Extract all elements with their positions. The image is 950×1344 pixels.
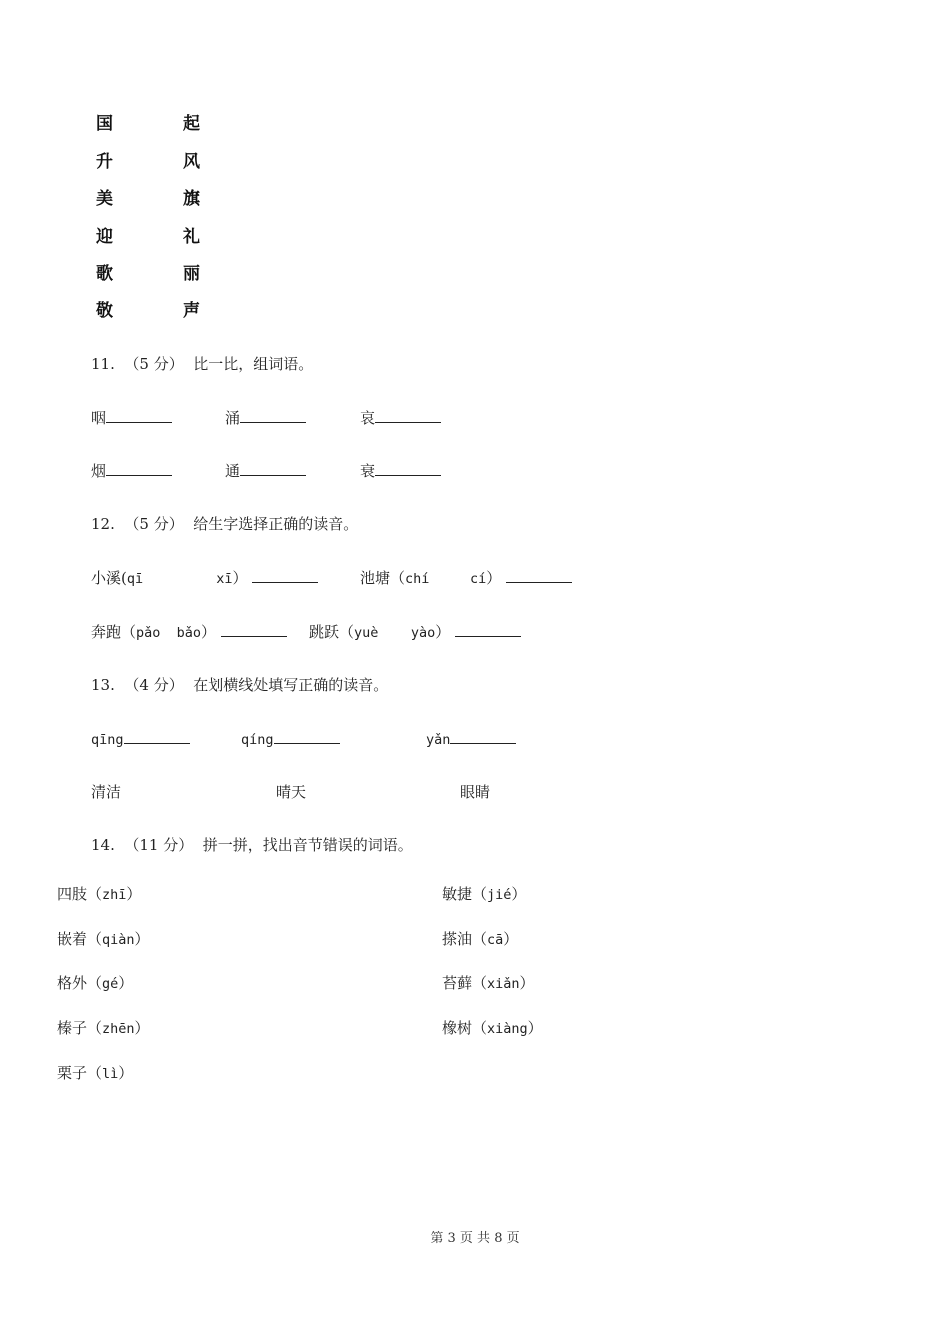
q14-option[interactable]: 橡树（xiàng） <box>442 1019 543 1037</box>
q12-item <box>91 622 287 643</box>
q11-item <box>360 461 441 481</box>
q12-bracket: ） <box>486 569 502 587</box>
match-left-char: 歌 <box>96 264 113 284</box>
q14-option[interactable]: 嵌着（qiàn） <box>57 930 150 948</box>
q14-pinyin: gé <box>102 976 119 992</box>
q11-item <box>360 408 441 428</box>
question-12-header: 12. （5 分） 给生字选择正确的读音。 <box>91 515 359 533</box>
q12-word: 池塘（ <box>360 569 406 587</box>
answer-blank[interactable] <box>375 408 441 423</box>
q13-pinyin: qīng <box>91 732 124 748</box>
q13-pinyin: yǎn <box>426 732 451 748</box>
q12-options: chí cí <box>405 571 487 587</box>
q11-item <box>91 408 172 428</box>
q12-bracket: ） <box>232 569 248 587</box>
answer-blank[interactable] <box>106 461 172 476</box>
question-13-header: 13. （4 分） 在划横线处填写正确的读音。 <box>91 676 389 694</box>
q13-word: 眼睛 <box>460 783 491 801</box>
q14-word: 榛子 <box>57 1019 88 1037</box>
q13-pinyin-item <box>426 729 516 750</box>
q12-options: pǎo bǎo <box>136 625 202 641</box>
answer-blank[interactable] <box>375 461 441 476</box>
answer-blank[interactable] <box>274 729 340 744</box>
match-left-char: 敬 <box>96 301 113 321</box>
match-right-char: 旗 <box>183 189 200 209</box>
q14-pinyin: zhī <box>102 887 127 903</box>
q14-option[interactable]: 敏捷（jié） <box>442 885 527 903</box>
match-left-char: 国 <box>96 114 113 134</box>
q13-pinyin: qíng <box>241 732 274 748</box>
q11-char: 哀 <box>360 409 376 427</box>
q14-word: 四肢 <box>57 885 88 903</box>
answer-blank[interactable] <box>450 729 516 744</box>
q14-option[interactable]: 苔藓（xiǎn） <box>442 974 535 992</box>
q11-item <box>225 408 306 428</box>
answer-blank[interactable] <box>240 461 306 476</box>
q14-word: 嵌着 <box>57 930 88 948</box>
q12-item <box>309 622 521 643</box>
q11-char: 通 <box>225 462 241 480</box>
q11-char: 衰 <box>360 462 376 480</box>
q14-word: 搽油 <box>442 930 473 948</box>
q12-word: 小溪( <box>91 569 127 587</box>
q12-bracket: ） <box>201 623 217 641</box>
match-right-char: 起 <box>183 114 200 134</box>
match-right-char: 风 <box>183 152 200 172</box>
match-right-char: 丽 <box>183 264 200 284</box>
match-left-char: 美 <box>96 189 113 209</box>
q14-word: 栗子 <box>57 1064 88 1082</box>
answer-blank[interactable] <box>240 408 306 423</box>
q14-pinyin: xiàng <box>487 1021 528 1037</box>
q13-word: 清洁 <box>91 783 122 801</box>
answer-blank[interactable] <box>124 729 190 744</box>
q13-pinyin-item <box>91 729 190 750</box>
match-left-char: 迎 <box>96 227 113 247</box>
q13-word: 晴天 <box>276 783 307 801</box>
q14-option[interactable]: 榛子（zhēn） <box>57 1019 150 1037</box>
page-footer: 第 3 页 共 8 页 <box>430 1231 520 1246</box>
match-left-char: 升 <box>96 152 113 172</box>
match-right-char: 礼 <box>183 227 200 247</box>
question-14-header: 14. （11 分） 拼一拼，找出音节错误的词语。 <box>91 836 413 854</box>
q11-char: 烟 <box>91 462 107 480</box>
q11-item <box>91 461 172 481</box>
q14-option[interactable]: 格外（gé） <box>57 974 134 992</box>
q12-word: 跳跃（ <box>309 623 355 641</box>
q14-option[interactable]: 搽油（cā） <box>442 930 519 948</box>
q13-pinyin-item <box>241 729 340 750</box>
answer-blank[interactable] <box>221 622 287 637</box>
q14-option[interactable]: 栗子（lì） <box>57 1064 134 1082</box>
q12-item <box>91 568 318 589</box>
q11-char: 咽 <box>91 409 107 427</box>
q14-pinyin: zhēn <box>102 1021 135 1037</box>
q12-item <box>360 568 572 589</box>
q12-word: 奔跑（ <box>91 623 137 641</box>
q11-item <box>225 461 306 481</box>
answer-blank[interactable] <box>106 408 172 423</box>
answer-blank[interactable] <box>252 568 318 583</box>
q14-word: 格外 <box>57 974 88 992</box>
q14-word: 苔藓 <box>442 974 473 992</box>
q14-pinyin: jié <box>487 887 512 903</box>
q11-char: 涌 <box>225 409 241 427</box>
question-11-header: 11. （5 分） 比一比，组词语。 <box>91 355 314 373</box>
q14-option[interactable]: 四肢（zhī） <box>57 885 142 903</box>
q14-pinyin: qiàn <box>102 932 135 948</box>
q14-word: 橡树 <box>442 1019 473 1037</box>
q14-word: 敏捷 <box>442 885 473 903</box>
q14-pinyin: xiǎn <box>487 976 520 992</box>
answer-blank[interactable] <box>506 568 572 583</box>
q14-pinyin: cā <box>487 932 504 948</box>
q12-bracket: ） <box>435 623 451 641</box>
q14-pinyin: lì <box>102 1066 119 1082</box>
q12-options: yuè yào <box>354 625 436 641</box>
answer-blank[interactable] <box>455 622 521 637</box>
q12-options: qī xī <box>126 571 233 587</box>
match-right-char: 声 <box>183 301 200 321</box>
